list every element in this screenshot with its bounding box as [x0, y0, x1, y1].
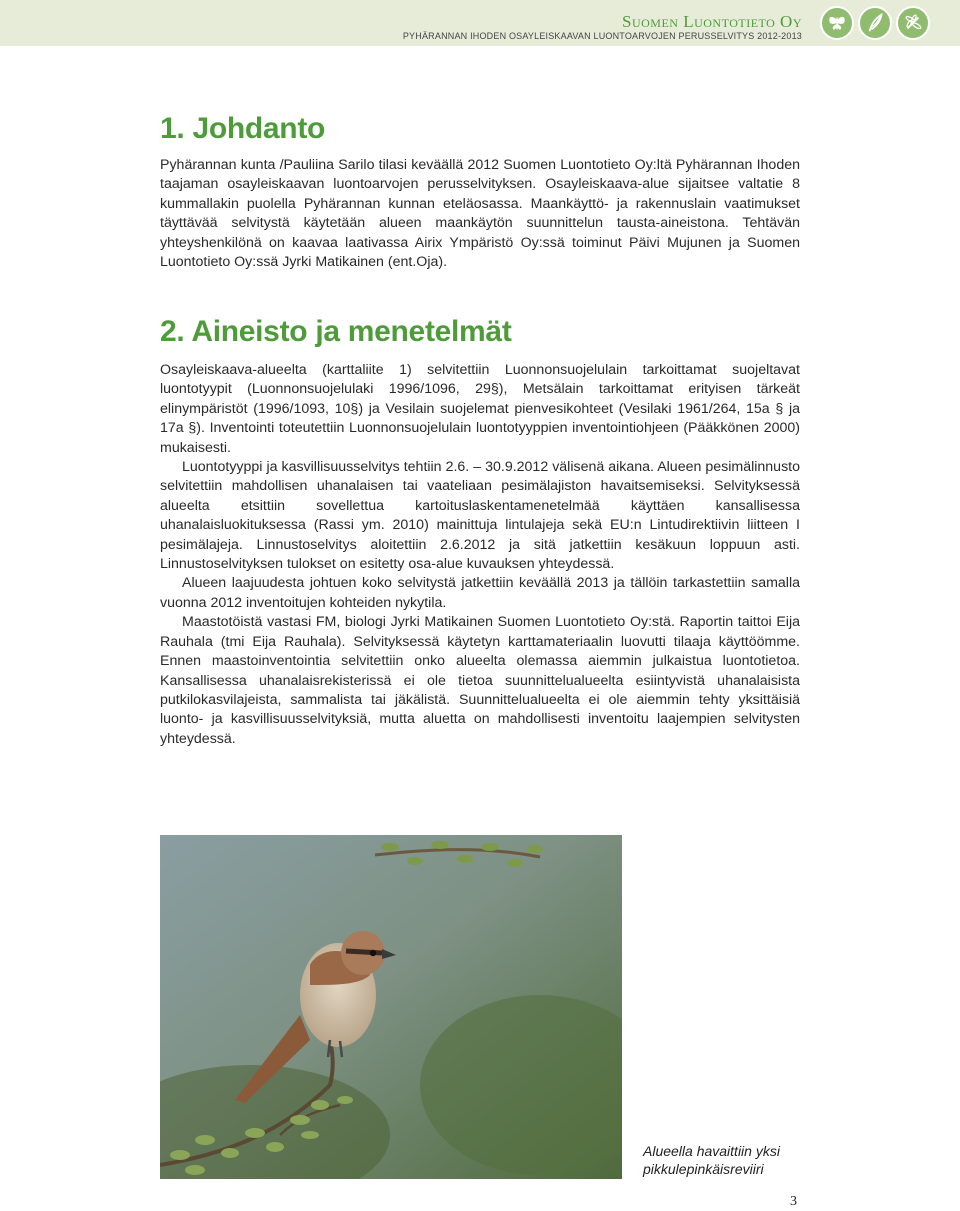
header-icons — [820, 6, 930, 40]
dragonfly-icon — [896, 6, 930, 40]
paragraph: Luontotyyppi ja kasvillisuusselvitys tehtiin 2.6. – 30.9.2012 välisenä aikana. Alueen pesimälinnusto selvitettiin mahdollisen uhanalaisen tai vaateliaan pesimälajiston havaitsemiseksi. Selvityksessä alueelta etsittiin sovellettua kartoituslaskentamenetelmää käyttäen kansallisessa uhanalaisluokituksessa (Rassi ym. 2010) mainittuja lintulajeja sekä EU:n Lintudirektiivin liitteen I pesimälajeja. Linnustoselvitys aloitettiin 2.6.2012 ja sitä jatkettiin kesäkuun loppuun asti. Linnustoselvityksen tulokset on esitetty osa-alue kuvauksen yhteydessä. — [160, 459, 800, 573]
paragraph: Alueen laajuudesta johtuen koko selvitystä jatkettiin keväällä 2013 ja tällöin tarkastettiin samalla vuonna 2012 inventoitujen kohteiden nykytila. — [160, 575, 800, 611]
section-heading-johdanto: 1. Johdanto — [160, 112, 326, 145]
photo-caption — [643, 1142, 823, 1178]
page-number: 3 — [790, 1194, 797, 1209]
page-header — [0, 0, 960, 46]
feather-icon — [858, 6, 892, 40]
section-heading-aineisto: 2. Aineisto ja menetelmät — [160, 315, 512, 348]
butterfly-icon — [820, 6, 854, 40]
paragraph: Osayleiskaava-alueelta (karttaliite 1) selvitettiin Luonnonsuojelulain tarkoittamat suojeltavat luontotyypit (Luonnonsuojelulaki 1996/1096, 29§), Metsälain tarkoittamat erityisen tärkeät elinympäristöt (1996/1093, 10§) ja Vesilain suojelemat pienvesikohteet (Vesilaki 1961/264, 15a § ja 17a §). Inventointi toteutettiin Luonnonsuojelulain luontotyyppien inventointiohjeen (Pääkkönen 2000) mukaisesti. — [160, 362, 800, 456]
paragraph: Pyhärannan kunta /Pauliina Sarilo tilasi keväällä 2012 Suomen Luontotieto Oy:ltä Pyhärannan Ihoden taajaman osayleiskaavan luontoarvojen perusselvityksen. Osayleiskaava-alue sijaitsee valtatie 8 kummallakin puolella Pyhärannan kunnan eteläosassa. Maankäyttö- ja rakennuslain vaatimukset täyttävää selvitystä käytetään alueen maankäytön suunnittelun tausta-aineistona. Tehtävän yhteyshenkilönä on kaavaa laativassa Airix Ympäristö Oy:ssä toiminut Päivi Mujunen ja Suomen Luontotieto Oy:ssä Jyrki Matikainen (ent.Oja). — [160, 157, 800, 271]
company-name: Suomen Luontotieto Oy — [622, 12, 802, 31]
report-title: PYHÄRANNAN IHODEN OSAYLEISKAAVAN LUONTOARVOJEN PERUSSELVITYS 2012-2013 — [402, 31, 802, 41]
caption-line: pikkulepinkäisreviiri — [643, 1161, 764, 1177]
paragraph: Maastotöistä vastasi FM, biologi Jyrki Matikainen Suomen Luontotieto Oy:stä. Raportin taittoi Eija Rauhala (tmi Eija Rauhala). Selvityksessä käytetyn karttamateriaalin luovutti tilaaja käyttöömme. Ennen maastoinventointia selvitettiin onko alueelta olemassa aiemmin julkaistua luontotietoa. Kansallisessa uhanalaisrekisterissä ei ole tietoa suunnittelualueelta esiintyvistä uhanalaisista putkilokasvilajeista, sammalista tai jäkälistä. Suunnittelualueelta ei ole aiemmin tehty yksittäisiä luonto- ja kasvillisuusselvityksiä, mutta aluetta on mahdollisesti inventoitu laajempien selvitysten yhteydessä. — [160, 614, 800, 747]
caption-line: Alueella havaittiin yksi — [643, 1143, 780, 1159]
aineisto-body — [160, 361, 800, 749]
bird-photo — [160, 835, 622, 1179]
johdanto-body — [160, 156, 800, 272]
